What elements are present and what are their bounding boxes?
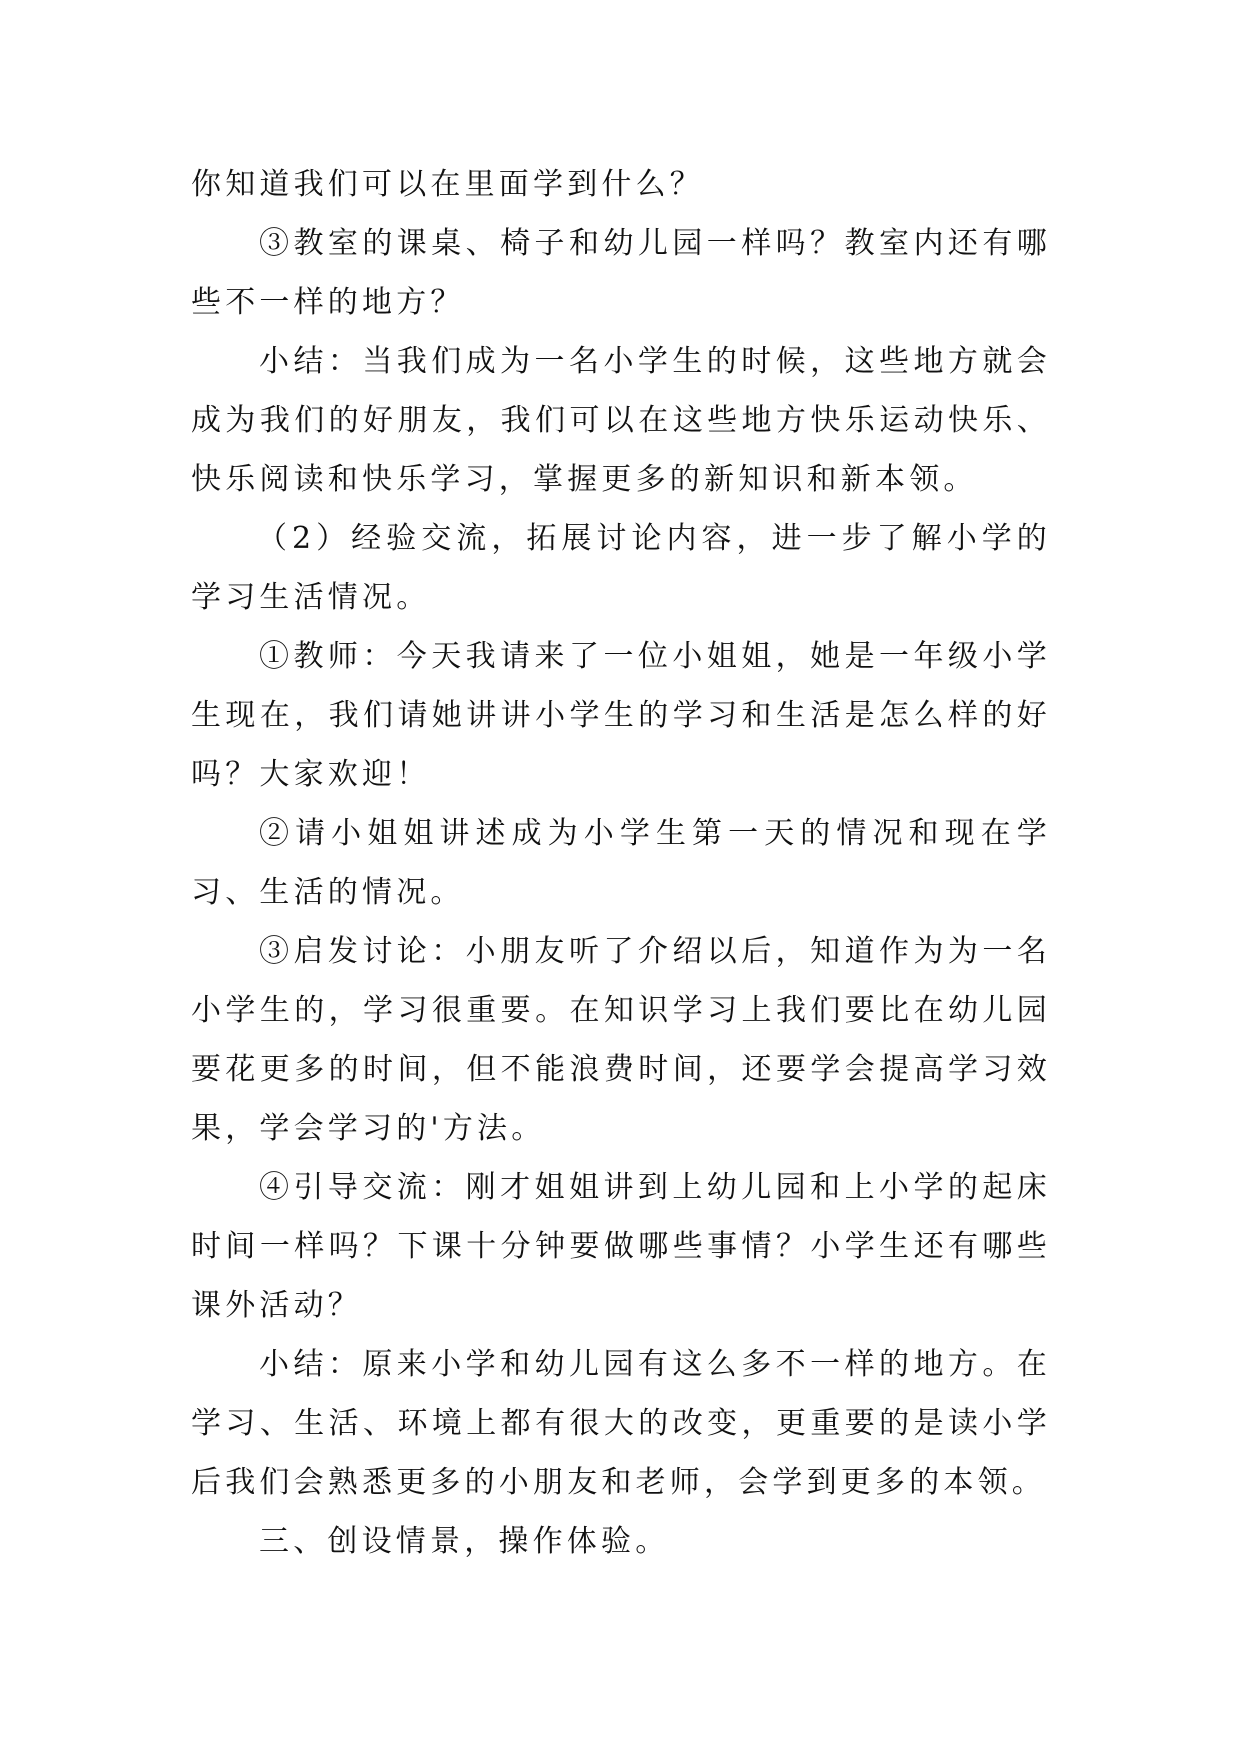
section-heading-3: 三、创设情景，操作体验。 [259,1524,670,1559]
paragraph-teacher-intro: ①教师：今天我请来了一位小姐姐，她是一年级小学生现在，我们请她讲讲小学生的学习和生活是怎么样的好吗？大家欢迎！ [191,639,1051,792]
paragraph-discussion: ③启发讨论：小朋友听了介绍以后，知道作为为一名小学生的，学习很重要。在知识学习上我们要比在幼儿园要花更多的时间，但不能浪费时间，还要学会提高学习效果，学会学习的'方法。 [191,934,1051,1146]
paragraph-section-2: （2）经验交流，拓展讨论内容，进一步了解小学的学习生活情况。 [191,521,1051,615]
paragraph-continuation: 你知道我们可以在里面学到什么？ [191,167,704,202]
paragraph-sister-story: ②请小姐姐讲述成为小学生第一天的情况和现在学习、生活的情况。 [191,816,1051,910]
paragraph-summary-2: 小结：原来小学和幼儿园有这么多不一样的地方。在学习、生活、环境上都有很大的改变，更重要的是读小学后我们会熟悉更多的小朋友和老师，会学到更多的本领。 [191,1347,1051,1500]
paragraph-question-3: ③教室的课桌、椅子和幼儿园一样吗？教室内还有哪些不一样的地方？ [191,226,1051,320]
paragraph-summary-1: 小结：当我们成为一名小学生的时候，这些地方就会成为我们的好朋友，我们可以在这些地方快乐运动快乐、快乐阅读和快乐学习，掌握更多的新知识和新本领。 [191,344,1051,497]
document-body [191,155,1051,1571]
paragraph-guided-exchange: ④引导交流：刚才姐姐讲到上幼儿园和上小学的起床时间一样吗？下课十分钟要做哪些事情？小学生还有哪些课外活动？ [191,1170,1051,1323]
